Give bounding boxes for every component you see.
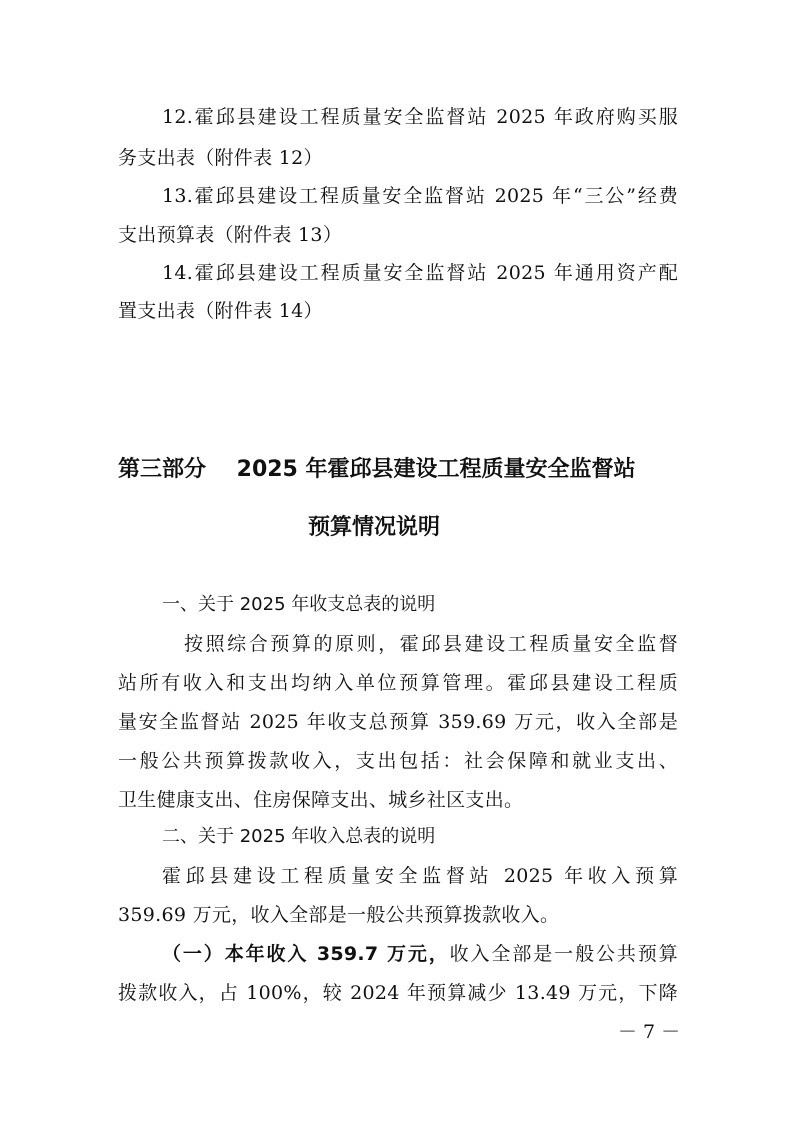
- attachment-item-14-line1: 14.霍邱县建设工程质量安全监督站 2025 年通用资产配: [162, 262, 678, 284]
- section1-heading: 一、关于 2025 年收支总表的说明: [162, 594, 436, 615]
- part3-subtitle: 预算情况说明: [308, 515, 441, 540]
- part3-title: 第三部分 2025 年霍邱县建设工程质量安全监督站: [118, 457, 636, 482]
- section2-para1-line1: 霍邱县建设工程质量安全监督站 2025 年收入预算: [162, 865, 678, 887]
- section2-para2-line1: [162, 942, 678, 966]
- attachment-item-13-line2: 支出预算表（附件表 13）: [118, 224, 343, 246]
- income-highlight: （一）本年收入 359.7 万元，: [162, 943, 450, 965]
- section1-para-line1: 按照综合预算的原则，霍邱县建设工程质量安全监督: [184, 633, 678, 655]
- section2-heading: 二、关于 2025 年收入总表的说明: [162, 826, 436, 847]
- section1-para-line2: 站所有收入和支出均纳入单位预算管理。霍邱县建设工程质: [118, 672, 678, 694]
- page-number: － 7 －: [618, 1021, 681, 1043]
- income-rest: 收入全部是一般公共预算: [449, 943, 678, 965]
- attachment-item-12-line1: 12.霍邱县建设工程质量安全监督站 2025 年政府购买服: [162, 106, 678, 128]
- section1-para-line3: 量安全监督站 2025 年收支总预算 359.69 万元，收入全部是: [118, 711, 678, 733]
- attachment-item-12-line2: 务支出表（附件表 12）: [118, 147, 323, 169]
- section2-para1-line2: 359.69 万元，收入全部是一般公共预算拨款收入。: [118, 904, 560, 926]
- attachment-item-14-line2: 置支出表（附件表 14）: [118, 300, 323, 322]
- section2-para2-line2: 拨款收入，占 100%，较 2024 年预算减少 13.49 万元，下降: [118, 982, 678, 1004]
- section1-para-line4: 一般公共预算拨款收入，支出包括：社会保障和就业支出、: [118, 750, 678, 772]
- section1-para-line5: 卫生健康支出、住房保障支出、城乡社区支出。: [118, 789, 524, 811]
- attachment-item-13-line1: 13.霍邱县建设工程质量安全监督站 2025 年“三公”经费: [162, 185, 678, 207]
